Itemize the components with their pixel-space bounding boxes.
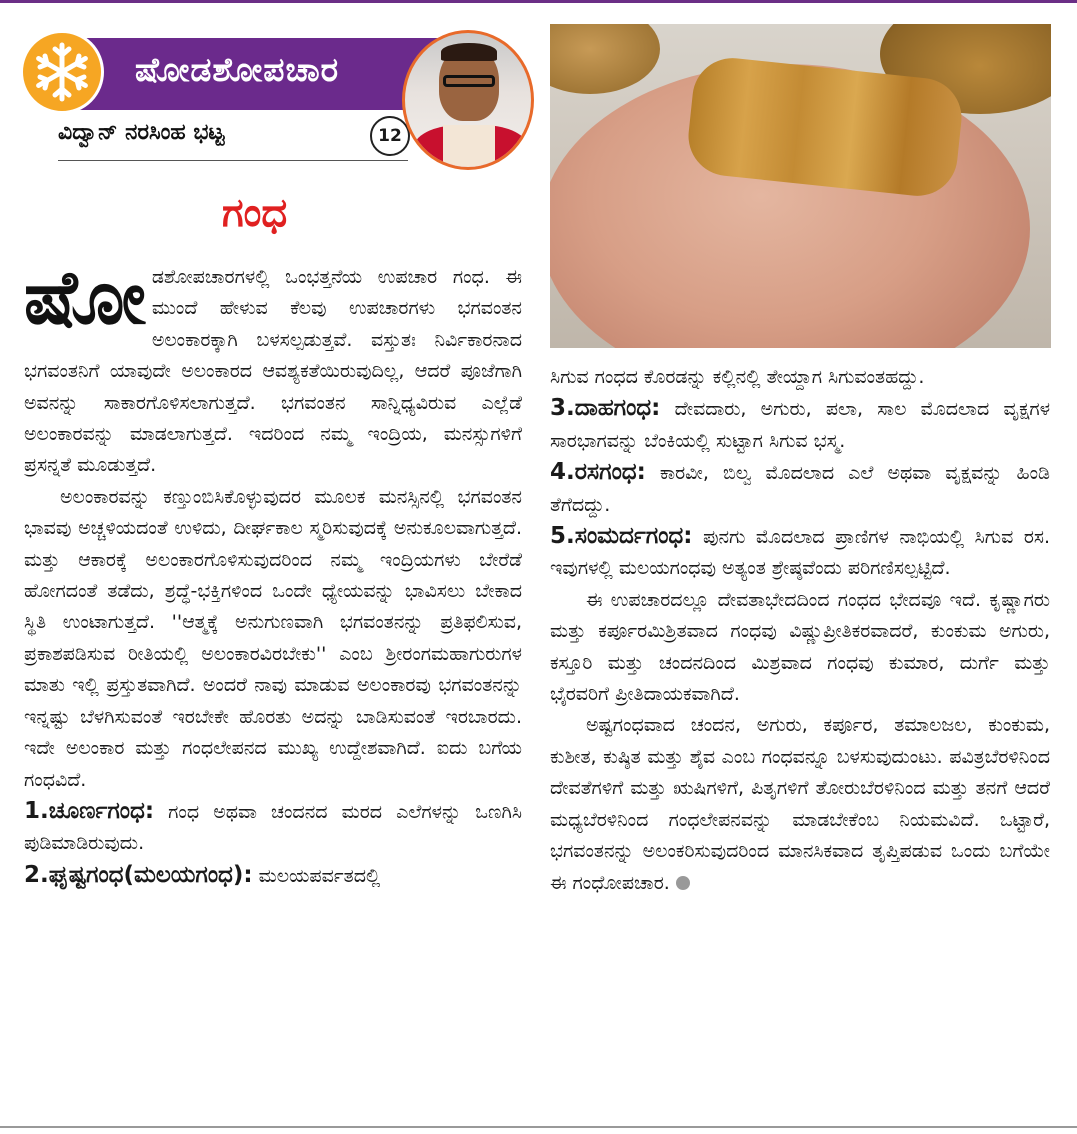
list-item-3-text: ದೇವದಾರು, ಅಗುರು, ಪಲಾ, ಸಾಲ ಮೊದಲಾದ ವೃಕ್ಷಗಳ ಸಾರಭಾಗವನ್ನು ಬೆಂಕಿಯಲ್ಲಿ ಸುಟ್ಟಾಗ ಸಿಗುವ ಭಸ್ಮ. — [550, 398, 1051, 452]
part-number-badge: 12 — [370, 116, 410, 156]
list-item-2-continued: ಸಿಗುವ ಗಂಧದ ಕೊರಡನ್ನು ಕಲ್ಲಿನಲ್ಲಿ ತೇಯ್ದಾಗ ಸಿಗುವಂತಹದ್ದು. — [550, 366, 925, 388]
list-item-2-text: ಮಲಯಪರ್ವತದಲ್ಲಿ — [258, 864, 381, 887]
paragraph-intro-text: ಡಶೋಪಚಾರಗಳಲ್ಲಿ ಒಂಭತ್ತನೆಯ ಉಪಚಾರ ಗಂಧ. ಈ ಮುಂದೆ ಹೇಳುವ ಕೆಲವು ಉಪಚಾರಗಳು ಭಗವಂತನ ಅಲಂಕಾರಕ್ಕಾಗಿ ಬಳಸಲ್ಪಡುತ್ತವೆ. ವಸ್ತುತಃ ನಿರ್ವಿಕಾರನಾದ ಭಗವಂತನಿಗೆ ಯಾವುದೇ ಅಲಂಕಾರದ ಆವಶ್ಯಕತೆಯಿರುವುದಿಲ್ಲ, ಆದರೆ ಪೂಜೆಗಾಗಿ ಅವನನ್ನು ಸಾಕಾರಗೊಳಿಸಲಾಗುತ್ತದೆ. ಭಗವಂತನ ಸಾನ್ನಿಧ್ಯವಿರುವ ಎಲ್ಲೆಡೆ ಅಲಂಕಾರವನ್ನು ಮಾಡಲಾಗುತ್ತದೆ. ಇದರಿಂದ ನಮ್ಮ ಇಂದ್ರಿಯ, ಮನಸ್ಸುಗಳಿಗೆ ಪ್ರಸನ್ನತೆ ಮೂಡುತ್ತದೆ. — [24, 266, 522, 477]
paragraph-2: ಅಲಂಕಾರವನ್ನು ಕಣ್ತುಂಬಿಸಿಕೊಳ್ಳುವುದರ ಮೂಲಕ ಮನಸ್ಸಿನಲ್ಲಿ ಭಗವಂತನ ಭಾವವು ಅಚ್ಚಳಿಯದಂತೆ ಉಳಿದು, ದೀರ್ಘಕಾಲ ಸ್ಮರಿಸುವುದಕ್ಕೆ ಅನುಕೂಲವಾಗುತ್ತದೆ. ಮತ್ತು ಆಕಾರಕ್ಕೆ ಅಲಂಕಾರಗೊಳಿಸುವುದರಿಂದ ನಮ್ಮ ಇಂದ್ರಿಯಗಳು ಬೇರೆಡೆ ಹೋಗದಂತೆ ತಡೆದು, ಶ್ರದ್ಧೆ-ಭಕ್ತಿಗಳಿಂದ ಒಂದೇ ಧ್ಯೇಯವನ್ನು ಭಾವಿಸಲು ಬೇಕಾದ ಸ್ಥಿತಿ ಉಂಟಾಗುತ್ತದೆ. ''ಆತ್ಮಕ್ಕೆ ಅನುಗುಣವಾಗಿ ಭಗವಂತನನ್ನು ಪ್ರತಿಫಲಿಸುವ, ಪ್ರಕಾಶಪಡಿಸುವ ರೀತಿಯಲ್ಲಿ ಅಲಂಕಾರವಿರಬೇಕು'' ಎಂಬ ಶ್ರೀರಂಗಮಹಾಗುರುಗಳ ಮಾತು ಇಲ್ಲಿ ಪ್ರಸ್ತುತವಾಗಿದೆ. ಅಂದರೆ ನಾವು ಮಾಡುವ ಅಲಂಕಾರವು ಭಗವಂತನನ್ನು ಇನ್ನಷ್ಟು ಬೆಳಗಿಸುವಂತೆ ಇರಬೇಕೇ ಹೊರತು ಅದನ್ನು ಬಾಡಿಸುವಂತೆ ಇರಬಾರದು. ಇದೇ ಅಲಂಕಾರ ಮತ್ತು ಗಂಧಲೇಪನದ ಮುಖ್ಯ ಉದ್ದೇಶವಾಗಿದೆ. ಐದು ಬಗೆಯ ಗಂಧವಿದೆ. — [24, 485, 522, 791]
list-item-5 — [550, 521, 1050, 585]
dropcap: ಷೋ — [24, 255, 146, 341]
photo-glasses — [443, 75, 495, 87]
snowflake-icon — [20, 30, 104, 114]
author-photo — [402, 30, 534, 170]
list-item-4-text: ಕಾರವೀ, ಬಿಲ್ವ ಮೊದಲಾದ ಎಲೆ ಅಥವಾ ವೃಕ್ಷವನ್ನು ಹಿಂಡಿ ತೆಗೆದದ್ದು. — [550, 462, 1051, 516]
photo-bowl-left — [550, 24, 660, 94]
list-item-2 — [24, 860, 522, 892]
list-item-3-heading: 3.ದಾಹಗಂಧ: — [550, 395, 661, 422]
series-title: ಷೋಡಶೋಪಚಾರ — [135, 50, 340, 89]
list-item-4-heading: 4.ರಸಗಂಧ: — [550, 459, 646, 486]
paragraph-3: ಈ ಉಪಚಾರದಲ್ಲೂ ದೇವತಾಭೇದದಿಂದ ಗಂಧದ ಭೇದವೂ ಇದೆ. ಕೃಷ್ಣಾಗರು ಮತ್ತು ಕರ್ಪೂರಮಿಶ್ರಿತವಾದ ಗಂಧವು ವಿಷ್ಣುಪ್ರೀತಿಕರವಾದರೆ, ಕುಂಕುಮ ಅಗುರು, ಕಸ್ತೂರಿ ಮತ್ತು ಚಂದನದಿಂದ ಮಿಶ್ರವಾದ ಗಂಧವು ಕುಮಾರ, ದುರ್ಗೆ ಮತ್ತು ಭೈರವರಿಗೆ ಪ್ರೀತಿದಾಯಕವಾಗಿದೆ. — [550, 588, 1050, 706]
left-column — [24, 255, 522, 892]
paragraph-intro — [24, 255, 522, 482]
paragraph-4-text: ಅಷ್ಟಗಂಧವಾದ ಚಂದನ, ಅಗುರು, ಕರ್ಪೂರ, ತಮಾಲಜಲ, ಕುಂಕುಮ, ಕುಶೀತ, ಕುಷ್ಠಿತ ಮತ್ತು ಶೈವ ಎಂಬ ಗಂಧವನ್ನೂ ಬಳಸುವುದುಂಟು. ಪವಿತ್ರಬೆರಳಿನಿಂದ ದೇವತೆಗಳಿಗೆ ಮತ್ತು ಋಷಿಗಳಿಗೆ, ಪಿತೃಗಳಿಗೆ ತೋರುಬೆರಳಿನಿಂದ ಮತ್ತು ತನಗೆ ಆದರೆ ಮಧ್ಯಬೆರಳಿನಿಂದ ಗಂಧಲೇಪನವನ್ನು ಮಾಡಬೇಕೆಂಬ ನಿಯಮವಿದೆ. ಒಟ್ಟಾರೆ, ಭಗವಂತನನ್ನು ಅಲಂಕರಿಸುವುದರಿಂದ ಮಾನಸಿಕವಾದ ತೃಪ್ತಿಪಡುವ ಒಂದು ಬಗೆಯೇ ಈ ಗಂಧೋಪಚಾರ. — [550, 714, 1050, 894]
right-column — [550, 362, 1050, 899]
photo-hair — [441, 43, 497, 61]
byline — [58, 120, 408, 161]
list-item-1-heading: 1.ಚೂರ್ಣಗಂಧ: — [24, 797, 155, 824]
list-item-4 — [550, 457, 1050, 521]
list-item-1-text: ಗಂಧ ಅಥವಾ ಚಂದನದ ಮರದ ಎಲೆಗಳನ್ನು ಒಣಗಿಸಿ ಪುಡಿಮಾಡಿರುವುದು. — [24, 800, 522, 855]
column-header — [20, 30, 540, 170]
bottom-rule — [0, 1126, 1077, 1128]
top-rule — [0, 0, 1077, 3]
sandalwood-photo — [550, 24, 1051, 348]
article-title: ಗಂಧ — [222, 190, 288, 236]
list-item-5-heading: 5.ಸಂಮರ್ದಗಂಧ: — [550, 523, 693, 550]
list-item-1 — [24, 796, 522, 860]
list-item-2-heading: 2.ಘೃಷ್ಟಗಂಧ(ಮಲಯಗಂಧ): — [24, 861, 253, 888]
paragraph-4 — [550, 710, 1050, 898]
author-name: ವಿದ್ವಾನ್ ನರಸಿಂಹ ಭಟ್ಟ — [58, 120, 225, 145]
list-item-3 — [550, 393, 1050, 457]
list-item-5-text: ಪುನಗು ಮೊದಲಾದ ಪ್ರಾಣಿಗಳ ನಾಭಿಯಲ್ಲಿ ಸಿಗುವ ರಸ. ಇವುಗಳಲ್ಲಿ ಮಲಯಗಂಧವು ಅತ್ಯಂತ ಶ್ರೇಷ್ಠವೆಂದು ಪರಿಗಣಿಸಲ್ಪಟ್ಟಿದೆ. — [550, 526, 1050, 580]
photo-scarf — [443, 125, 495, 170]
end-dot-icon — [676, 876, 690, 890]
